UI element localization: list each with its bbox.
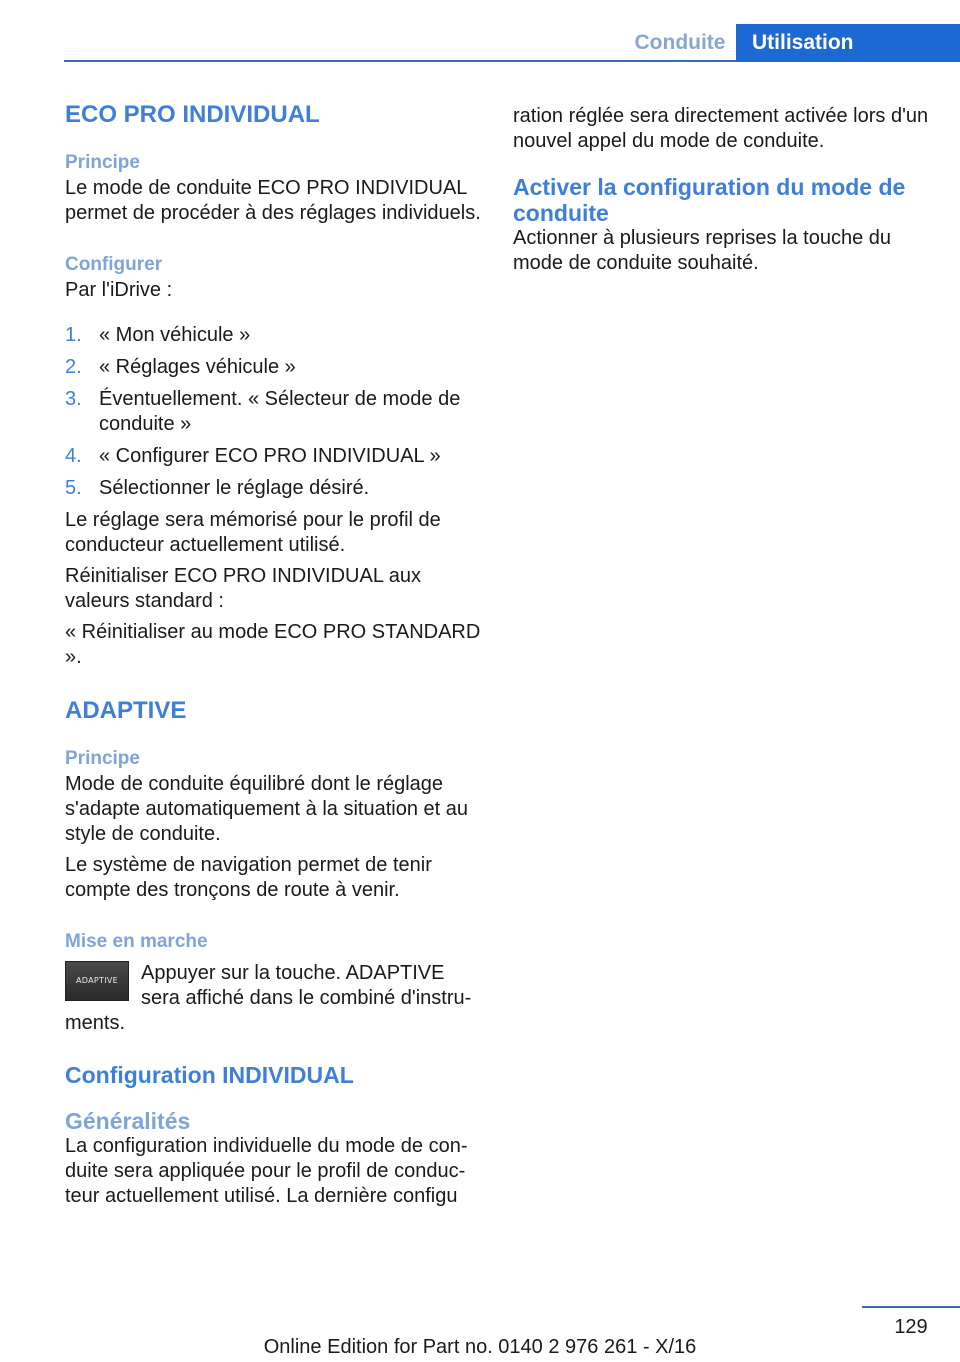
step-text: Sélectionner le réglage désiré.	[99, 477, 370, 499]
adaptive-button-image: ADAPTIVE	[65, 961, 129, 1001]
activer-text: Actionner à plusieurs reprises la touche du mode de conduite souhaité.	[513, 227, 891, 274]
footer-rule	[862, 1306, 960, 1308]
tab-utilisation[interactable]: Utilisation	[736, 24, 960, 62]
mise-en-marche-block	[65, 955, 483, 1036]
navigation-text: Le système de navigation permet de tenir compte des tronçons de route à venir.	[65, 854, 432, 901]
step-number: 2.	[65, 356, 82, 378]
heading-adaptive: ADAPTIVE	[65, 697, 187, 724]
generalites-text: La configuration individuelle du mode de conduite sera appliquée pour le profil de conducteur actuellement utilisé. La dernière configu	[65, 1135, 468, 1207]
list-item	[65, 323, 483, 348]
heading-activer-configuration: Activer la configuration du mode de conduite	[513, 174, 906, 226]
list-item	[65, 387, 483, 437]
right-column	[513, 100, 933, 276]
step-number: 4.	[65, 445, 82, 467]
page-number: 129	[894, 1316, 928, 1338]
step-number: 3.	[65, 388, 82, 410]
heading-configuration-individual: Configuration INDIVIDUAL	[65, 1062, 354, 1088]
reset-option: « Réinitialiser au mode ECO PRO STANDARD ».	[65, 621, 481, 668]
subheading-mise-en-marche: Mise en marche	[65, 931, 208, 952]
principe-text: Le mode de conduite ECO PRO INDIVIDUAL permet de procéder à des réglages individuels.	[65, 177, 481, 224]
tab-conduite[interactable]: Conduite	[634, 31, 726, 54]
step-text: « Configurer ECO PRO INDIVIDUAL »	[99, 445, 441, 467]
step-number: 1.	[65, 324, 82, 346]
adaptive-principe-text: Mode de conduite équilibré dont le réglage s'adapte automatiquement à la situation et au style de conduite.	[65, 773, 468, 845]
mise-text: Appuyer sur la touche. ADAPTIVE sera affiché dans le combiné d'instruments.	[65, 962, 472, 1034]
step-number: 5.	[65, 477, 82, 499]
list-item	[65, 355, 483, 380]
configurer-intro: Par l'iDrive :	[65, 279, 173, 301]
subheading-configurer: Configurer	[65, 254, 163, 275]
memo-text: Le réglage sera mémorisé pour le profil de conducteur actuellement utilisé.	[65, 509, 441, 556]
steps-list	[65, 323, 483, 501]
step-text: « Réglages véhicule »	[99, 356, 296, 378]
reset-text: Réinitialiser ECO PRO INDIVIDUAL aux valeurs standard :	[65, 565, 422, 612]
continued-text: ration réglée sera directement activée lors d'un nouvel appel du mode de conduite.	[513, 105, 929, 152]
list-item	[65, 444, 483, 469]
step-text: « Mon véhicule »	[99, 324, 251, 346]
left-column	[65, 100, 483, 1209]
step-text: Éventuellement. « Sélecteur de mode de conduite »	[99, 388, 461, 435]
heading-eco-pro-individual: ECO PRO INDIVIDUAL	[65, 101, 320, 128]
subheading-principe: Principe	[65, 152, 140, 173]
subheading-principe: Principe	[65, 748, 140, 769]
list-item	[65, 476, 483, 501]
edition-footer: Online Edition for Part no. 0140 2 976 261 - X/16	[263, 1336, 697, 1358]
subheading-generalites: Généralités	[65, 1108, 191, 1134]
